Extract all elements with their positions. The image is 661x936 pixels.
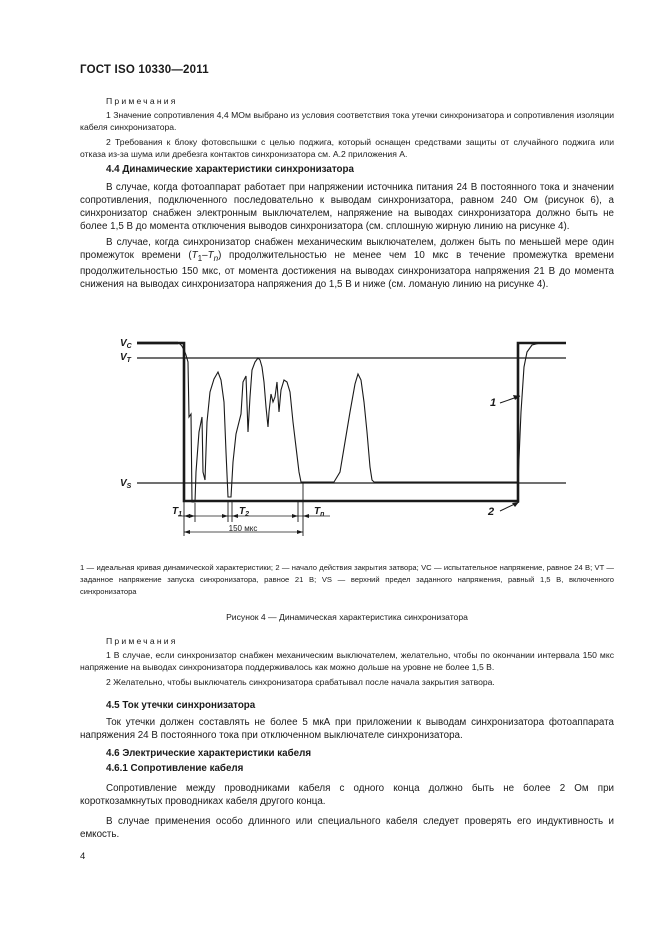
notes-heading: Примечания: [106, 636, 178, 646]
note-item-2: 2 Желательно, чтобы выключатель синхронизатора срабатывал после начала закрытия затвора.: [106, 677, 495, 687]
figure-legend: [80, 562, 614, 598]
t2-label: $T_2$: [239, 506, 250, 518]
section-4-4: [80, 164, 614, 294]
vc-label: $V_C$: [120, 338, 132, 350]
section-title: 4.5 Ток утечки синхронизатора: [106, 700, 256, 711]
section-4-6: [80, 748, 614, 844]
arrow-head: [303, 514, 309, 518]
figure-4-diagram: [0, 322, 661, 552]
subsection-title: 4.6.1 Сопротивление кабеля: [106, 763, 244, 774]
arrow-head: [297, 530, 303, 534]
section-4-5: [80, 700, 614, 745]
notes-heading: Примечания: [106, 96, 178, 106]
callout-2-label: 2: [488, 506, 495, 518]
section-paragraph-2: В случае, когда синхронизатор снабжен механическим выключателем, должен быть по меньшей мере один промежуток времени $(T_1-T_n)$ продолжительностью не менее чем 10 мкс в течение промежутка времени продолжительностью 150 мкс, от момента достижения на выводах синхронизатора напряжения 21 В до момента снижения на выводах синхронизатора напряжения до 1,5 В и ниже (см. ломаную линию на рисунке 4).: [80, 237, 614, 290]
notes-block-2: [80, 636, 614, 691]
note-item-2: 2 Требования к блоку фотовспышки с целью поджига, который оснащен средствами защиты от случайного поджига или отказа из-за шума или дребезга контактов синхронизатора см. А.2 приложения А.: [80, 137, 614, 159]
section-paragraph: Сопротивление между проводниками кабеля с одного конца должно быть не более 2 Ом при короткозамкнутых проводниках кабеля другого конца.: [80, 783, 614, 807]
page-number: 4: [80, 851, 86, 862]
note-item-1: 1 Значение сопротивления 4,4 МОм выбрано из условия соответствия тока утечки синхронизатора и сопротивления изоляции кабеля синхронизатора.: [80, 110, 614, 132]
arrow-head: [184, 530, 190, 534]
section-title: 4.4 Динамические характеристики синхронизатора: [106, 164, 354, 175]
section-paragraph: Ток утечки должен составлять не более 5 мкА при приложении к выводам синхронизатора фотоаппарата напряжения 24 В постоянного тока при отключенном выключателе синхронизатора.: [80, 717, 614, 741]
section-paragraph-2: В случае применения особо длинного или специального кабеля следует проверять его индуктивность и емкость.: [80, 816, 614, 840]
note-item-1: 1 В случае, если синхронизатор снабжен механическим выключателем, желательно, чтобы по окончании интервала 150 мкс напряжение на выводах синхронизатора поддерживалось как можно дольше на уровне не более 1,5 В.: [80, 650, 614, 672]
figure-legend-text: 1 — идеальная кривая динамической характеристики; 2 — начало действия закрытия затвора; VC — испытательное напряжение, равное 24 В; VT — заданное напряжение запуска синхронизатора, равное 21 В; VS — верхний предел заданного напряжения, равный 1,5 В, включенного синхронизатора: [80, 563, 614, 596]
duration-150-label: 150 мкс: [228, 524, 258, 533]
section-paragraph: В случае, когда фотоаппарат работает при напряжении источника питания 24 В постоянного тока и значении сопротивления, подключенного последовательно к выводам синхронизатора, равном 240 Ом (рисунок 6), а синхронизатор снабжен электронным выключателем, напряжение на выводах синхронизатора должно быть не более 1,5 В до момента отключения выводов синхронизатора (см. сплошную жирную линию на рисунке 4).: [80, 182, 614, 232]
arrow-head: [189, 514, 195, 518]
figure-title: Рисунок 4 — Динамическая характеристика синхронизатора: [226, 612, 468, 622]
page-header: ГОСТ ISO 10330—2011: [80, 64, 209, 76]
arrow-head: [232, 514, 238, 518]
t1-label: $T_1$: [172, 506, 183, 518]
recovery-curve: [518, 343, 566, 482]
tn-label: $T_n$: [314, 506, 325, 518]
vs-label: $V_S$: [120, 478, 132, 490]
notes-block-1: [80, 96, 614, 163]
callout-1-label: 1: [490, 397, 497, 409]
arrow-head: [222, 514, 228, 518]
vt-label: $V_T$: [120, 352, 131, 364]
section-title: 4.6 Электрические характеристики кабеля: [106, 748, 312, 759]
mechanical-switch-curve: [178, 343, 518, 502]
arrow-head: [292, 514, 298, 518]
